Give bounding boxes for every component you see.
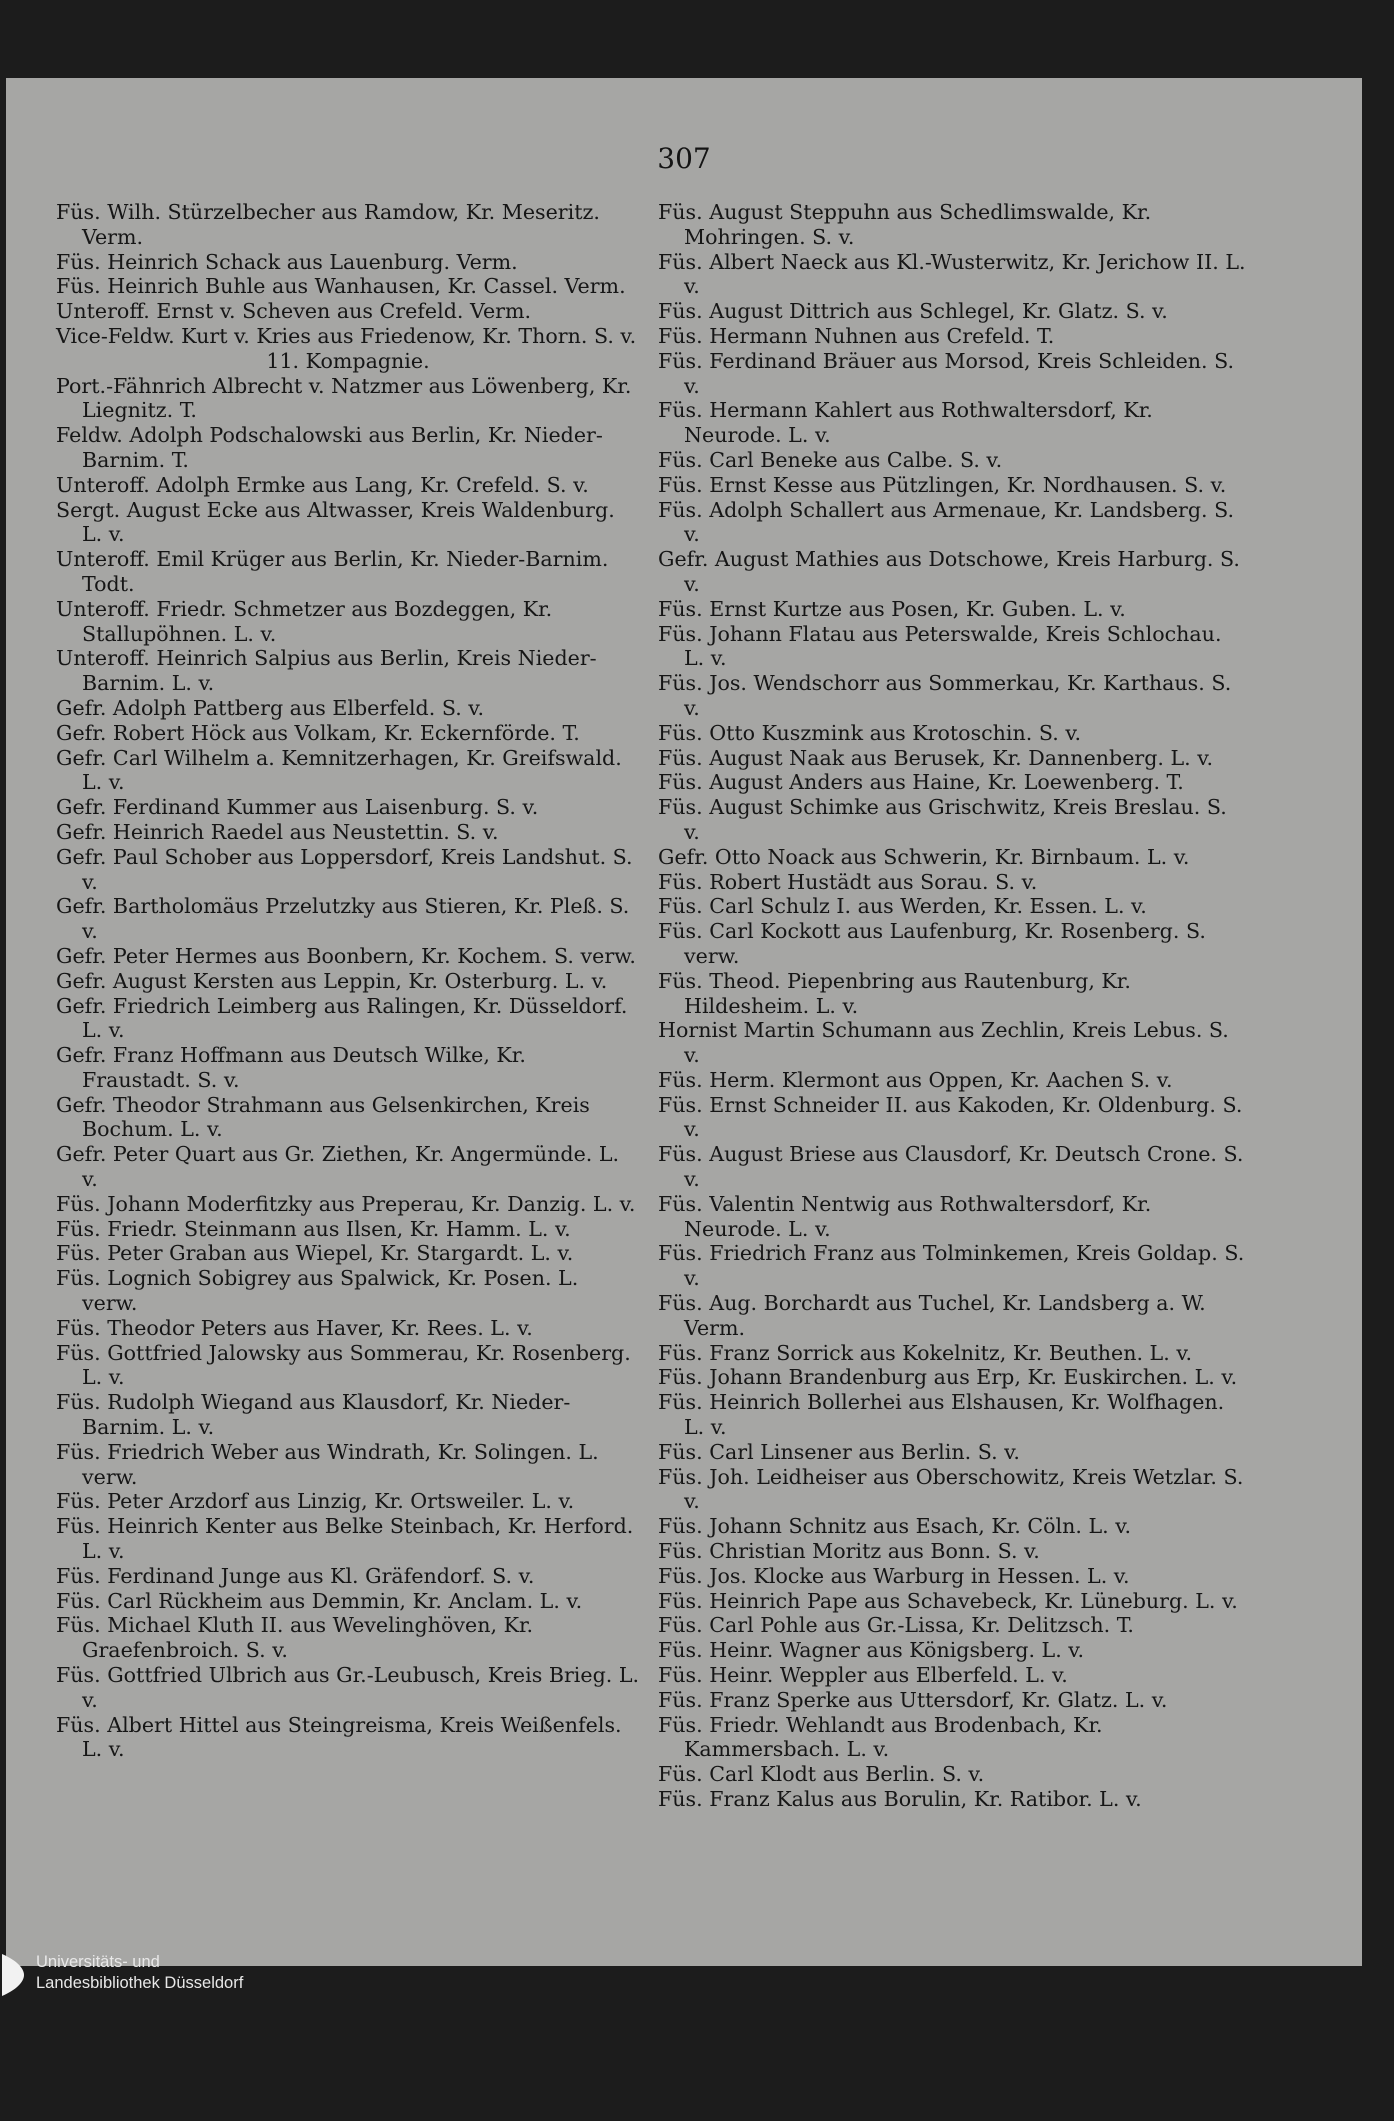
roster-entry: Gefr. August Mathies aus Dotschowe, Kreis Harburg. S. v. (658, 547, 1240, 596)
roster-entry: Füs. Lognich Sobigrey aus Spalwick, Kr. Posen. L. verw. (56, 1266, 579, 1316)
roster-entry: Gefr. Peter Hermes aus Boonbern, Kr. Kochem. S. verw. (56, 943, 636, 968)
roster-entry: Füs. Ernst Kurtze aus Posen, Kr. Guben. L. v. (658, 596, 1126, 621)
roster-entry: Füs. August Naak aus Berusek, Kr. Dannenberg. L. v. (658, 745, 1214, 770)
roster-entry: Füs. Friedr. Steinmann aus Ilsen, Kr. Hamm. L. v. (56, 1216, 571, 1241)
roster-entry: Füs. Rudolph Wiegand aus Klausdorf, Kr. Nieder-Barnim. L. v. (56, 1390, 571, 1440)
roster-entry: Füs. Franz Kalus aus Borulin, Kr. Ratibor. L. v. (658, 1787, 1142, 1811)
roster-entry: Unteroff. Heinrich Salpius aus Berlin, Kreis Nieder-Barnim. L. v. (56, 646, 597, 696)
roster-entry: Gefr. Carl Wilhelm a. Kemnitzerhagen, Kr. Greifswald. L. v. (56, 745, 622, 795)
roster-entry: Füs. Robert Hustädt aus Sorau. S. v. (658, 869, 1038, 894)
roster-entry: Füs. Johann Brandenburg aus Erp, Kr. Euskirchen. L. v. (658, 1365, 1238, 1390)
roster-entry: Füs. Peter Graban aus Wiepel, Kr. Stargardt. L. v. (56, 1241, 574, 1266)
roster-entry: Gefr. Ferdinand Kummer aus Laisenburg. S. v. (56, 795, 539, 820)
roster-entry: Füs. August Dittrich aus Schlegel, Kr. Glatz. S. v. (658, 299, 1168, 324)
roster-entry: Füs. Valentin Nentwig aus Rothwaltersdorf, Kr. Neurode. L. v. (658, 1191, 1152, 1241)
roster-entry: Füs. Franz Sorrick aus Kokelnitz, Kr. Beuthen. L. v. (658, 1340, 1193, 1365)
roster-entry: Gefr. Adolph Pattberg aus Elberfeld. S. v. (56, 695, 485, 720)
roster-entry: Gefr. Franz Hoffmann aus Deutsch Wilke, Kr. Fraustadt. S. v. (56, 1043, 526, 1092)
library-logo-icon (2, 1954, 26, 1996)
roster-entry: Füs. Ernst Kesse aus Pützlingen, Kr. Nordhausen. S. v. (658, 472, 1227, 497)
roster-entry: Füs. Michael Kluth II. aus Wevelinghöven, Kr. Graefenbroich. S. v. (56, 1613, 534, 1663)
roster-entry: Gefr. Heinrich Raedel aus Neustettin. S. v. (56, 819, 499, 844)
roster-entry: Unteroff. Friedr. Schmetzer aus Bozdeggen, Kr. Stallupöhnen. L. v. (56, 596, 553, 646)
roster-entry: Füs. Peter Arzdorf aus Linzig, Kr. Ortsweiler. L. v. (56, 1489, 575, 1514)
roster-entry: Gefr. Theodor Strahmann aus Gelsenkirchen, Kreis Bochum. L. v. (56, 1092, 590, 1142)
roster-entry: Unteroff. Emil Krüger aus Berlin, Kr. Nieder-Barnim. Todt. (56, 547, 609, 596)
roster-entry: Füs. Ferdinand Bräuer aus Morsod, Kreis Schleiden. S. v. (658, 348, 1235, 398)
page-number: 307 (657, 142, 711, 175)
roster-entry: Füs. August Briese aus Clausdorf, Kr. Deutsch Crone. S. v. (658, 1142, 1244, 1192)
roster-entry: Füs. Theodor Peters aus Haver, Kr. Rees. L. v. (56, 1315, 533, 1340)
roster-entry: Füs. August Schimke aus Grischwitz, Kreis Breslau. S. v. (658, 795, 1227, 844)
roster-entry: Füs. Johann Schnitz aus Esach, Kr. Cöln. L. v. (658, 1514, 1131, 1539)
roster-entry: Gefr. Paul Schober aus Loppersdorf, Kreis Landshut. S. v. (56, 844, 633, 894)
roster-entry: Füs. Hermann Kahlert aus Rothwaltersdorf, Kr. Neurode. L. v. (658, 398, 1153, 448)
roster-entry: Füs. August Anders aus Haine, Kr. Loewenberg. T. (658, 770, 1184, 795)
roster-entry: Füs. Jos. Wendschorr aus Sommerkau, Kr. Karthaus. S. v. (658, 671, 1232, 720)
roster-entry: Füs. Heinrich Buhle aus Wanhausen, Kr. Cassel. Verm. (56, 274, 626, 299)
roster-entry: Füs. Heinrich Kenter aus Belke Steinbach, Kr. Herford. L. v. (56, 1514, 634, 1564)
roster-entry: Gefr. Otto Noack aus Schwerin, Kr. Birnbaum. L. v. (658, 844, 1190, 869)
roster-entry: Füs. Heinr. Weppler aus Elberfeld. L. v. (658, 1663, 1068, 1688)
left-column (56, 200, 640, 1762)
roster-entry: Füs. Otto Kuszmink aus Krotoschin. S. v. (658, 720, 1082, 745)
roster-entry: Füs. Carl Schulz I. aus Werden, Kr. Essen. L. v. (658, 894, 1147, 919)
roster-entry: Füs. Hermann Nuhnen aus Crefeld. T. (658, 323, 1055, 348)
roster-entry: Füs. Gottfried Ulbrich aus Gr.-Leubusch, Kreis Brieg. L. v. (56, 1663, 640, 1712)
roster-entry: Gefr. Bartholomäus Przelutzky aus Stieren, Kr. Pleß. S. v. (56, 894, 630, 944)
roster-entry: Füs. Jos. Klocke aus Warburg in Hessen. L. v. (658, 1563, 1130, 1588)
roster-entry: Füs. Friedrich Franz aus Tolminkemen, Kreis Goldap. S. v. (658, 1241, 1245, 1291)
roster-entry: Füs. Heinrich Schack aus Lauenburg. Verm. (56, 249, 518, 274)
roster-entry: Füs. Herm. Klermont aus Oppen, Kr. Aachen S. v. (658, 1067, 1173, 1092)
roster-entry: Füs. Albert Hittel aus Steingreisma, Kreis Weißenfels. L. v. (56, 1712, 622, 1762)
roster-entry: Sergt. August Ecke aus Altwasser, Kreis Waldenburg. L. v. (56, 497, 615, 547)
roster-entry: Füs. Johann Flatau aus Peterswalde, Kreis Schlochau. L. v. (658, 621, 1222, 671)
roster-entry: Füs. Carl Beneke aus Calbe. S. v. (658, 447, 1003, 472)
roster-entry: Füs. Heinr. Wagner aus Königsberg. L. v. (658, 1638, 1085, 1663)
roster-entry: Füs. Carl Rückheim aus Demmin, Kr. Anclam. L. v. (56, 1588, 583, 1613)
roster-entry: Hornist Martin Schumann aus Zechlin, Kreis Lebus. S. v. (658, 1018, 1229, 1068)
library-name-line1: Universitäts- und (36, 1953, 160, 1971)
roster-entry: Füs. Ernst Schneider II. aus Kakoden, Kr. Oldenburg. S. v. (658, 1092, 1243, 1142)
library-watermark (2, 1952, 422, 1998)
roster-entry: Füs. Theod. Piepenbring aus Rautenburg, Kr. Hildesheim. L. v. (658, 968, 1131, 1018)
roster-entry: Gefr. August Kersten aus Leppin, Kr. Osterburg. L. v. (56, 968, 608, 993)
roster-entry: Füs. Johann Moderfitzky aus Preperau, Kr. Danzig. L. v. (56, 1191, 636, 1216)
roster-entry: Füs. Friedr. Wehlandt aus Brodenbach, Kr. Kammersbach. L. v. (658, 1712, 1103, 1762)
roster-entry: Gefr. Peter Quart aus Gr. Ziethen, Kr. Angermünde. L. v. (56, 1142, 620, 1192)
roster-entry: Füs. Friedrich Weber aus Windrath, Kr. Solingen. L. verw. (56, 1439, 599, 1489)
roster-entry: Füs. Franz Sperke aus Uttersdorf, Kr. Glatz. L. v. (658, 1687, 1168, 1712)
roster-entry: Füs. Ferdinand Junge aus Kl. Gräfendorf. S. v. (56, 1563, 535, 1588)
roster-entry: Füs. Adolph Schallert aus Armenaue, Kr. Landsberg. S. v. (658, 497, 1235, 547)
roster-entry: Füs. Albert Naeck aus Kl.-Wusterwitz, Kr. Jerichow II. L. v. (658, 249, 1246, 299)
roster-entry: Füs. Carl Kockott aus Laufenburg, Kr. Rosenberg. S. verw. (658, 919, 1206, 968)
roster-entry: Port.-Fähnrich Albrecht v. Natzmer aus Löwenberg, Kr. Liegnitz. T. (56, 373, 632, 423)
section-heading: 11. Kompagnie. (266, 348, 430, 373)
roster-entry: Füs. Heinrich Bollerhei aus Elshausen, Kr. Wolfhagen. L. v. (658, 1390, 1225, 1440)
scanned-page (6, 78, 1362, 1966)
roster-entry: Gefr. Robert Höck aus Volkam, Kr. Eckernförde. T. (56, 720, 580, 745)
right-column (658, 200, 1248, 1812)
roster-entry: Unteroff. Ernst v. Scheven aus Crefeld. Verm. (56, 299, 532, 324)
roster-entry: Gefr. Friedrich Leimberg aus Ralingen, Kr. Düsseldorf. L. v. (56, 993, 628, 1043)
roster-entry: Unteroff. Adolph Ermke aus Lang, Kr. Crefeld. S. v. (56, 472, 589, 497)
roster-entry: Füs. Heinrich Pape aus Schavebeck, Kr. Lüneburg. L. v. (658, 1588, 1238, 1613)
library-name-line2: Landesbibliothek Düsseldorf (36, 1974, 244, 1992)
roster-entry: Füs. Wilh. Stürzelbecher aus Ramdow, Kr. Meseritz. Verm. (56, 200, 600, 249)
roster-entry: Füs. Aug. Borchardt aus Tuchel, Kr. Landsberg a. W. Verm. (658, 1291, 1206, 1340)
roster-entry: Füs. Carl Linsener aus Berlin. S. v. (658, 1439, 1020, 1464)
roster-entry: Füs. Gottfried Jalowsky aus Sommerau, Kr. Rosenberg. L. v. (56, 1340, 631, 1390)
roster-entry: Feldw. Adolph Podschalowski aus Berlin, Kr. Nieder-Barnim. T. (56, 423, 603, 472)
roster-entry: Vice-Feldw. Kurt v. Kries aus Friedenow, Kr. Thorn. S. v. (56, 323, 637, 348)
roster-entry: Füs. Carl Pohle aus Gr.-Lissa, Kr. Delitzsch. T. (658, 1613, 1134, 1638)
roster-entry: Füs. August Steppuhn aus Schedlimswalde, Kr. Mohringen. S. v. (658, 200, 1152, 249)
roster-entry: Füs. Christian Moritz aus Bonn. S. v. (658, 1539, 1040, 1564)
roster-entry: Füs. Joh. Leidheiser aus Oberschowitz, Kreis Wetzlar. S. v. (658, 1464, 1244, 1514)
roster-entry: Füs. Carl Klodt aus Berlin. S. v. (658, 1762, 985, 1787)
